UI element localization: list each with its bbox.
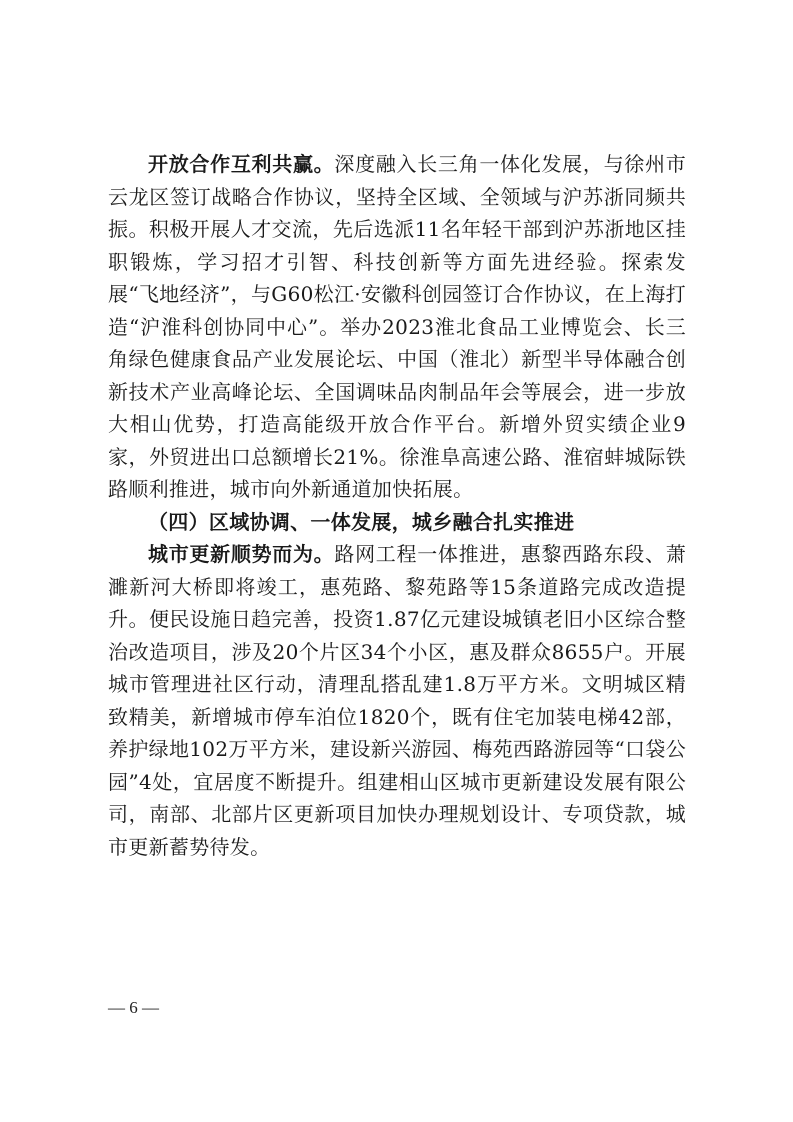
page-number: — 6 —	[108, 998, 159, 1017]
paragraph-open-cooperation	[108, 148, 686, 506]
document-body	[108, 148, 686, 863]
paragraph-lead: 开放合作互利共赢。	[148, 152, 335, 176]
paragraph-lead: 城市更新顺势而为。	[148, 542, 335, 566]
paragraph-text: 深度融入长三角一体化发展，与徐州市云龙区签订战略合作协议，坚持全区域、全领域与沪苏浙同频共振。积极开展人才交流，先后选派11名年轻干部到沪苏浙地区挂职锻炼，学习招才引智、科技创新等方面先进经验。探索发展“飞地经济”，与G60松江·安徽科创园签订合作协议，在上海打造“沪淮科创协同中心”。举办2023淮北食品工业博览会、长三角绿色健康食品产业发展论坛、中国（淮北）新型半导体融合创新技术产业高峰论坛、全国调味品肉制品年会等展会，进一步放大相山优势，打造高能级开放合作平台。新增外贸实绩企业9家，外贸进出口总额增长21%。徐淮阜高速公路、淮宿蚌城际铁路顺利推进，城市向外新通道加快拓展。	[108, 152, 686, 501]
paragraph-text: 路网工程一体推进，惠黎西路东段、萧濉新河大桥即将竣工，惠苑路、黎苑路等15条道路完成改造提升。便民设施日趋完善，投资1.87亿元建设城镇老旧小区综合整治改造项目，涉及20个片区34个小区，惠及群众8655户。开展城市管理进社区行动，清理乱搭乱建1.8万平方米。文明城区精致精美，新增城市停车泊位1820个，既有住宅加装电梯42部，养护绿地102万平方米，建设新兴游园、梅苑西路游园等“口袋公园”4处，宜居度不断提升。组建相山区城市更新建设发展有限公司，南部、北部片区更新项目加快办理规划设计、专项贷款，城市更新蓄势待发。	[108, 542, 686, 859]
section-heading: （四）区域协调、一体发展，城乡融合扎实推进	[148, 509, 575, 534]
paragraph-urban-renewal	[108, 538, 686, 863]
